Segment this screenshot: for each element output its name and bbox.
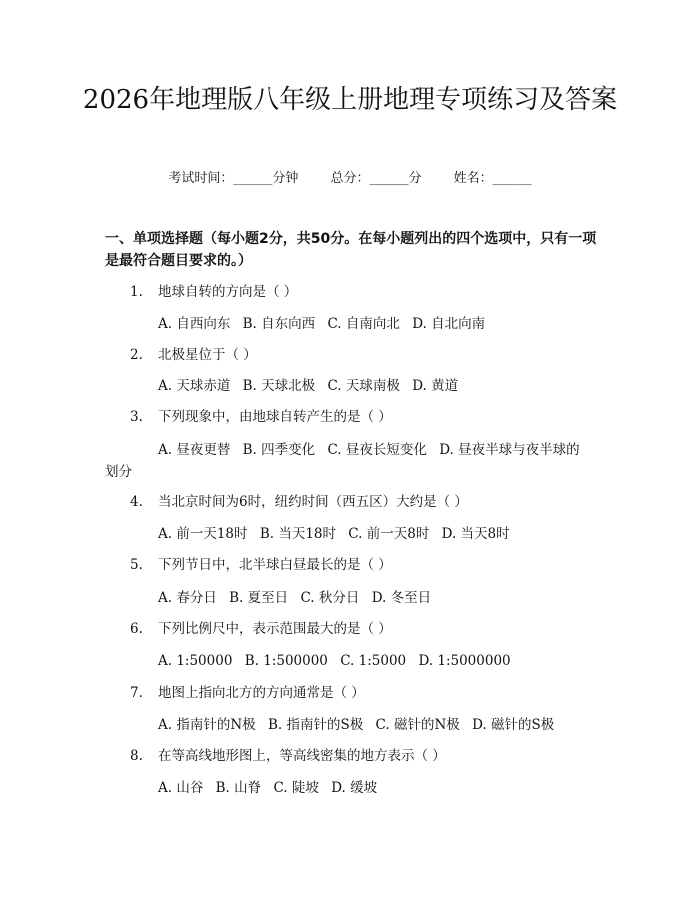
option-b: B. 四季变化 (242, 442, 316, 458)
question-5 (130, 555, 610, 575)
option-d: D. 1:5000000 (418, 653, 511, 669)
question-text: 地球自转的方向是（ ） (158, 284, 298, 300)
question-number: 3. (130, 409, 143, 425)
question-4-options (158, 524, 608, 544)
option-b: B. 指南针的S极 (267, 717, 364, 733)
question-text: 在等高线地形图上，等高线密集的地方表示（ ） (158, 748, 446, 764)
question-number: 6. (130, 621, 143, 637)
question-6 (130, 619, 610, 639)
question-6-options (158, 651, 608, 671)
option-c: C. 1:5000 (340, 653, 407, 669)
option-b: B. 自东向西 (242, 316, 316, 332)
option-d: D. 昼夜半球与夜半球的 (439, 442, 580, 458)
option-d: D. 冬至日 (371, 590, 432, 606)
option-wrap-line: 划分 (105, 464, 132, 480)
question-7-options (158, 715, 608, 735)
question-number: 5. (130, 557, 143, 573)
question-3 (130, 407, 610, 427)
question-8 (130, 746, 610, 766)
option-b: B. 夏至日 (229, 590, 289, 606)
exam-time-field: 考试时间：______分钟 (168, 171, 299, 186)
option-d: D. 当天8时 (441, 526, 510, 542)
option-c: C. 天球南极 (327, 378, 400, 394)
option-d: D. 自北向南 (412, 316, 486, 332)
option-a: A. 自西向东 (158, 316, 231, 332)
question-number: 1. (130, 284, 143, 300)
option-a: A. 指南针的N极 (158, 717, 256, 733)
option-a: A. 山谷 (158, 780, 204, 796)
question-2-options (158, 376, 608, 396)
question-3-options (158, 440, 608, 460)
option-d: D. 磁针的S极 (472, 717, 555, 733)
option-c: C. 昼夜长短变化 (327, 442, 427, 458)
option-c: C. 秋分日 (300, 590, 360, 606)
question-1-options (158, 314, 608, 334)
question-2 (130, 345, 610, 365)
option-c: C. 磁针的N极 (375, 717, 460, 733)
option-b: B. 1:500000 (244, 653, 328, 669)
question-text: 地图上指向北方的方向通常是（ ） (158, 685, 365, 701)
option-c: C. 自南向北 (327, 316, 400, 332)
option-a: A. 天球赤道 (158, 378, 231, 394)
section-heading: 一、单项选择题（每小题2分，共50分。在每小题列出的四个选项中，只有一项是最符合题目要求的。） (105, 231, 597, 269)
page-title: 2026年地理版八年级上册地理专项练习及答案 (82, 85, 618, 115)
question-number: 7. (130, 685, 143, 701)
option-d: D. 黄道 (412, 378, 459, 394)
option-b: B. 当天18时 (259, 526, 336, 542)
option-b: B. 天球北极 (242, 378, 316, 394)
question-text: 北极星位于（ ） (158, 347, 257, 363)
question-number: 8. (130, 748, 143, 764)
question-text: 下列现象中，由地球自转产生的是（ ） (158, 409, 392, 425)
question-7 (130, 683, 610, 703)
option-a: A. 前一天18时 (158, 526, 248, 542)
question-8-options (158, 778, 608, 798)
option-c: C. 陡坡 (273, 780, 319, 796)
question-number: 2. (130, 347, 143, 363)
question-text: 下列比例尺中，表示范围最大的是（ ） (158, 621, 392, 637)
question-5-options (158, 588, 608, 608)
question-1 (130, 282, 610, 302)
question-text: 下列节日中，北半球白昼最长的是（ ） (158, 557, 392, 573)
student-name-field: 姓名：______ (453, 171, 532, 186)
option-b: B. 山脊 (215, 780, 262, 796)
question-number: 4. (130, 494, 143, 510)
total-score-field: 总分：______分 (330, 171, 422, 186)
option-d: D. 缓坡 (331, 780, 378, 796)
option-a: A. 昼夜更替 (158, 442, 231, 458)
option-a: A. 1:50000 (158, 653, 233, 669)
exam-info-row (0, 170, 700, 188)
question-text: 当北京时间为6时，纽约时间（西五区）大约是（ ） (158, 494, 468, 510)
option-c: C. 前一天8时 (348, 526, 430, 542)
option-a: A. 春分日 (158, 590, 217, 606)
question-4 (130, 492, 610, 512)
